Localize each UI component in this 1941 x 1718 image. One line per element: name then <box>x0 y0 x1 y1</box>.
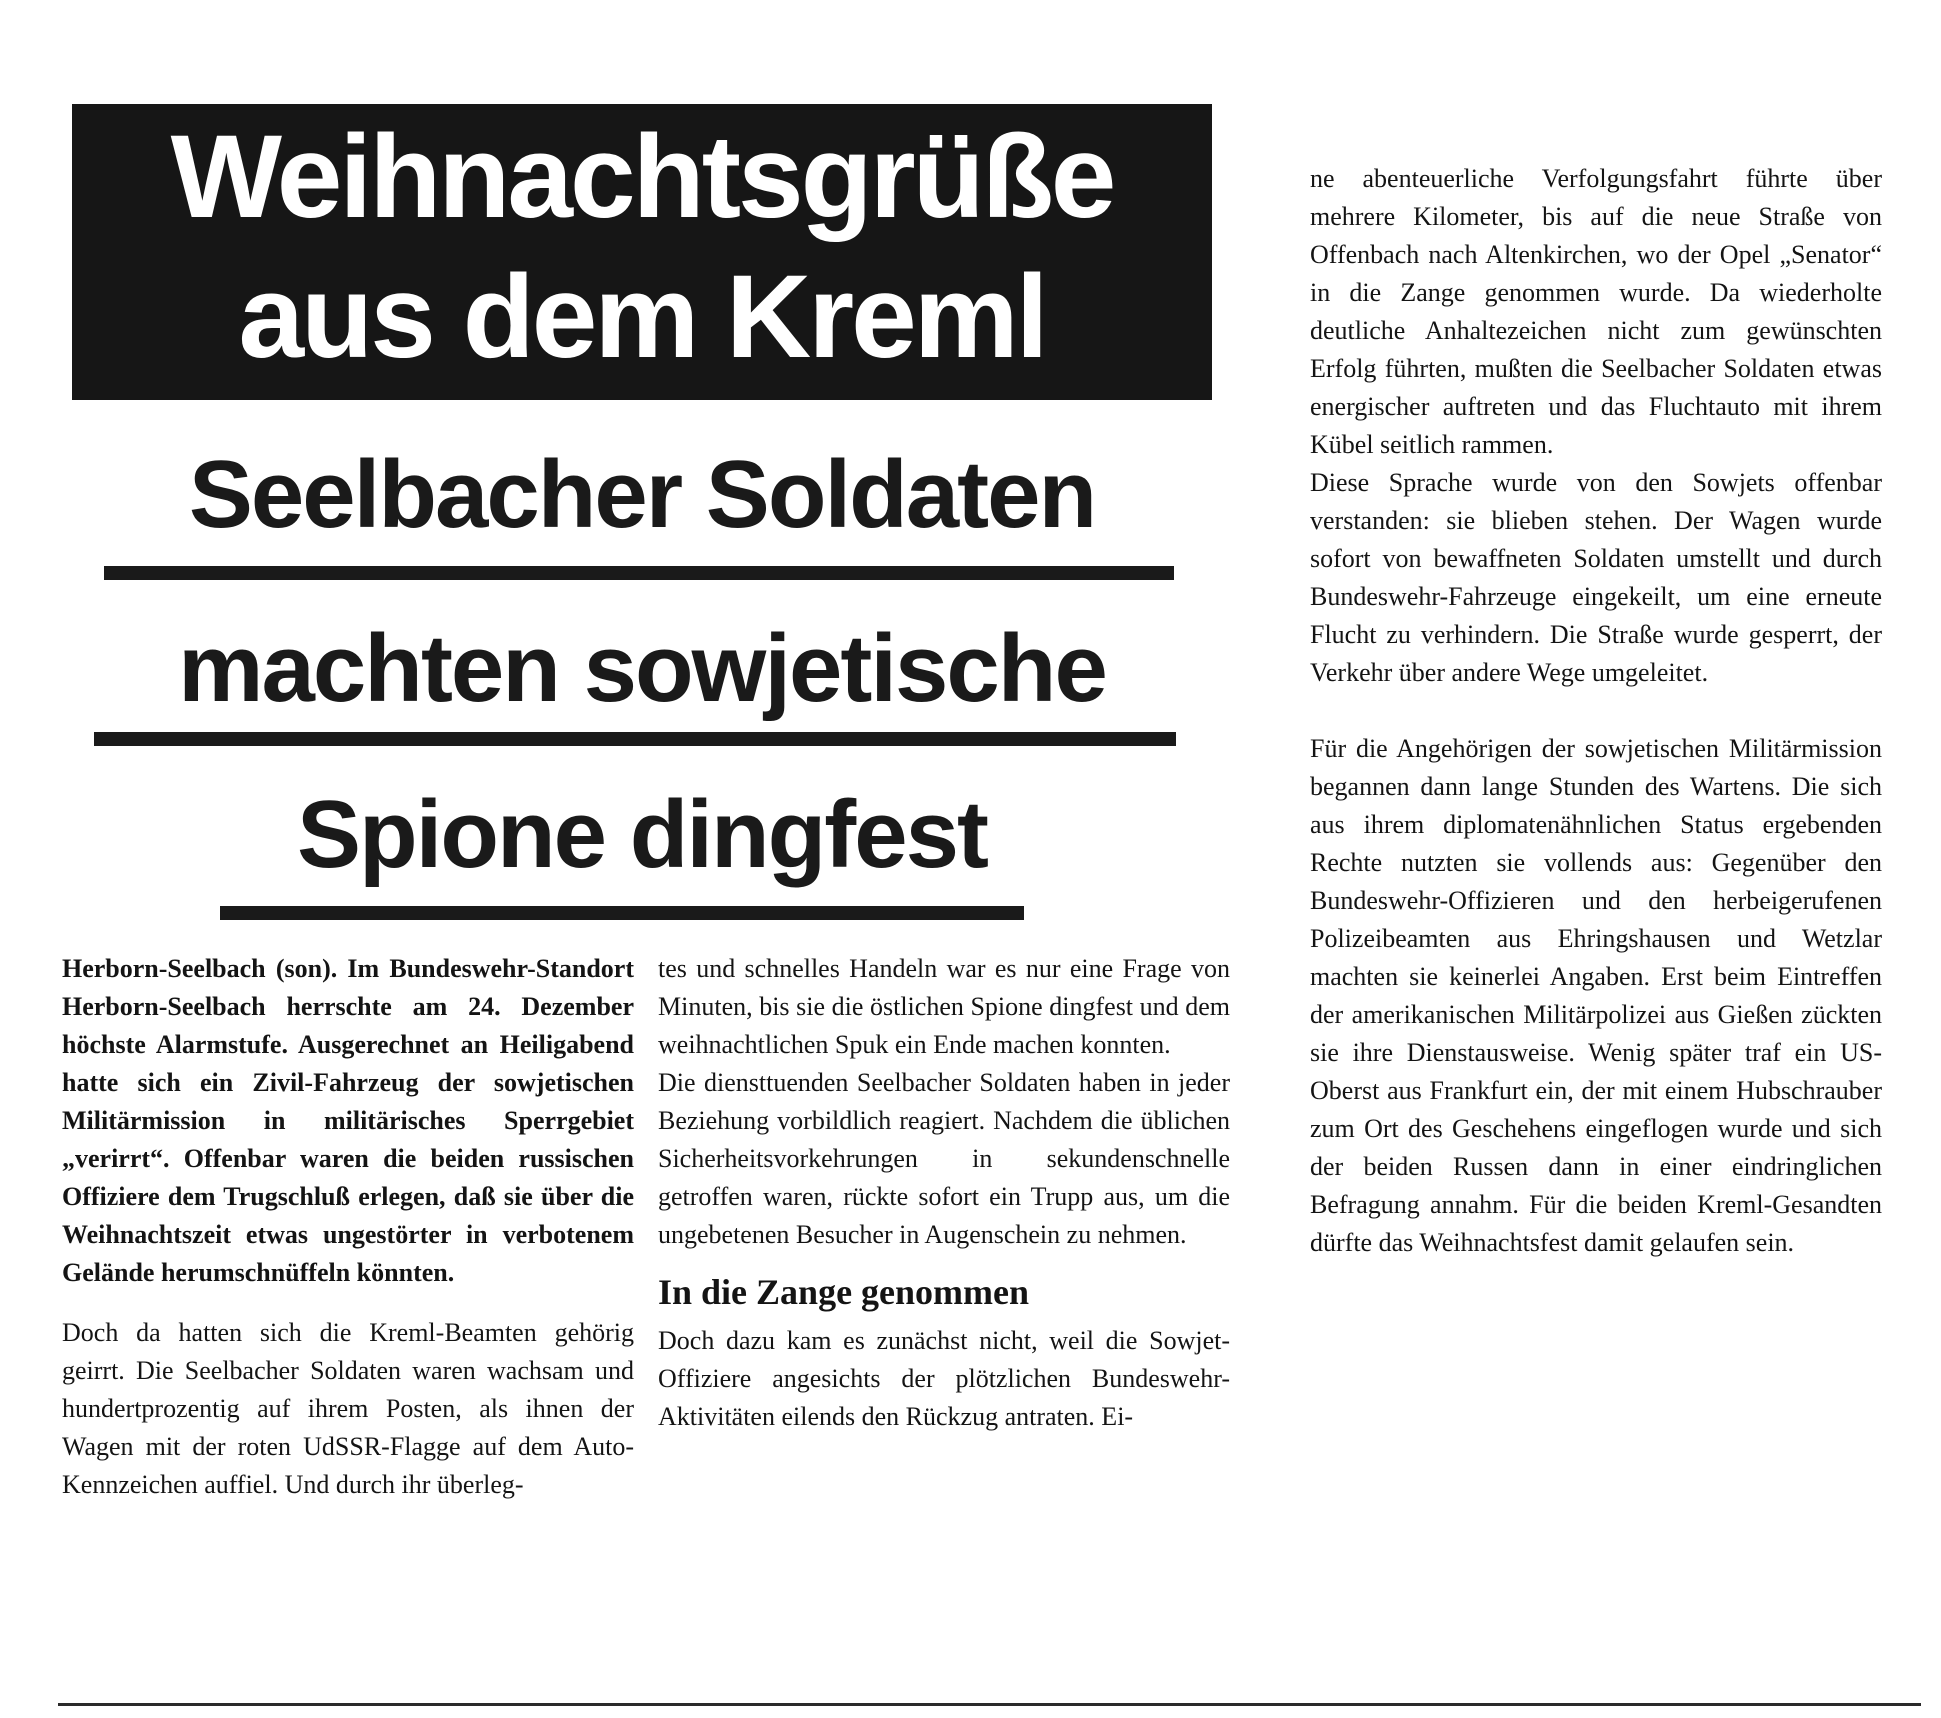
article-paragraph: tes und schnelles Handeln war es nur eine Frage von Minuten, bis sie die östlichen Spione dingfest und dem weihnachtlichen Spuk ein Ende machen konnten. <box>658 954 1230 1059</box>
headline-line-2: machten sowjetische <box>178 615 1106 722</box>
headline-line-3: Spione dingfest <box>297 781 987 888</box>
article-paragraph: Diese Sprache wurde von den Sowjets offenbar verstanden: sie blieben stehen. Der Wagen wurde sofort von bewaffneten Soldaten umstellt und durch Bundeswehr-Fahrzeuge eingekeilt, um eine erneute Flucht zu verhindern. Die Straße wurde gesperrt, der Verkehr über andere Wege umgeleitet. <box>1310 468 1882 687</box>
article-lead: Herborn-Seelbach (son). Im Bundeswehr-Standort Herborn-Seelbach herrschte am 24. Dezember höchste Alarmstufe. Ausgerechnet an Heiligabend hatte sich ein Zivil-Fahrzeug der sowjetischen Militärmission in militärisches Sperrgebiet „verirrt“. Offenbar waren die beiden russischen Offiziere dem Trugschluß erlegen, daß sie über die Weihnachtszeit etwas ungestörter in verbotenem Gelände herumschnüffeln könnten. <box>62 954 634 1287</box>
article-paragraph: Doch da hatten sich die Kreml-Beamten gehörig geirrt. Die Seelbacher Soldaten waren wachsam und hundertprozentig auf ihrem Posten, als ihnen der Wagen mit der roten UdSSR-Flagge auf dem Auto-Kennzeichen auffiel. Und durch ihr überleg- <box>62 1318 634 1499</box>
banner-line-1: Weihnachtsgrüße <box>170 111 1114 243</box>
banner-line-2: aus dem Kreml <box>238 251 1046 383</box>
headline-rule-2 <box>94 732 1176 746</box>
article-column-2 <box>658 950 1230 1436</box>
article-paragraph: Die diensttuenden Seelbacher Soldaten haben in jeder Beziehung vorbildlich reagiert. Nachdem die üblichen Sicherheitsvorkehrungen in sekundenschnelle getroffen waren, rückte sofort ein Trupp aus, um die ungebetenen Besucher in Augenschein zu nehmen. <box>658 1068 1230 1249</box>
kicker-banner <box>72 104 1212 400</box>
article-paragraph: ne abenteuerliche Verfolgungsfahrt führte über mehrere Kilometer, bis auf die neue Straße von Offenbach nach Altenkirchen, wo der Opel „Senator“ in die Zange genommen wurde. Da wiederholte deutliche Anhaltezeichen nicht zum gewünschten Erfolg führten, mußten die Seelbacher Soldaten etwas energischer auftreten und das Fluchtauto mit ihrem Kübel seitlich rammen. <box>1310 164 1882 459</box>
headline-line-1: Seelbacher Soldaten <box>188 441 1096 548</box>
bottom-rule <box>58 1703 1921 1706</box>
article-paragraph: Für die Angehörigen der sowjetischen Militärmission begannen dann lange Stunden des Wartens. Die sich aus ihrem diplomatenähnlichen Status ergebenden Rechte nutzten sie vollends aus: Gegenüber den Bundeswehr-Offizieren und den herbeigerufenen Polizeibeamten aus Ehringshausen und Wetzlar machten sie keinerlei Angaben. Erst beim Eintreffen der amerikanischen Militärpolizei aus Gießen zückten sie ihre Dienstausweise. Wenig später traf ein US-Oberst aus Frankfurt ein, der mit einem Hubschrauber zum Ort des Geschehens eingeflogen wurde und sich der beiden Russen dann in einer eindringlichen Befragung annahm. Für die beiden Kreml-Gesandten dürfte das Weihnachtsfest damit gelaufen sein. <box>1310 734 1882 1257</box>
article-column-1 <box>62 950 634 1504</box>
headline-rule-1 <box>104 566 1174 580</box>
article-column-3 <box>1310 160 1882 1262</box>
article-paragraph: Doch dazu kam es zunächst nicht, weil die Sowjet-Offiziere angesichts der plötzlichen Bundeswehr-Aktivitäten eilends den Rückzug antraten. Ei- <box>658 1326 1230 1431</box>
article-subheading: In die Zange genommen <box>658 1272 1030 1312</box>
headline-rule-3 <box>220 906 1024 920</box>
